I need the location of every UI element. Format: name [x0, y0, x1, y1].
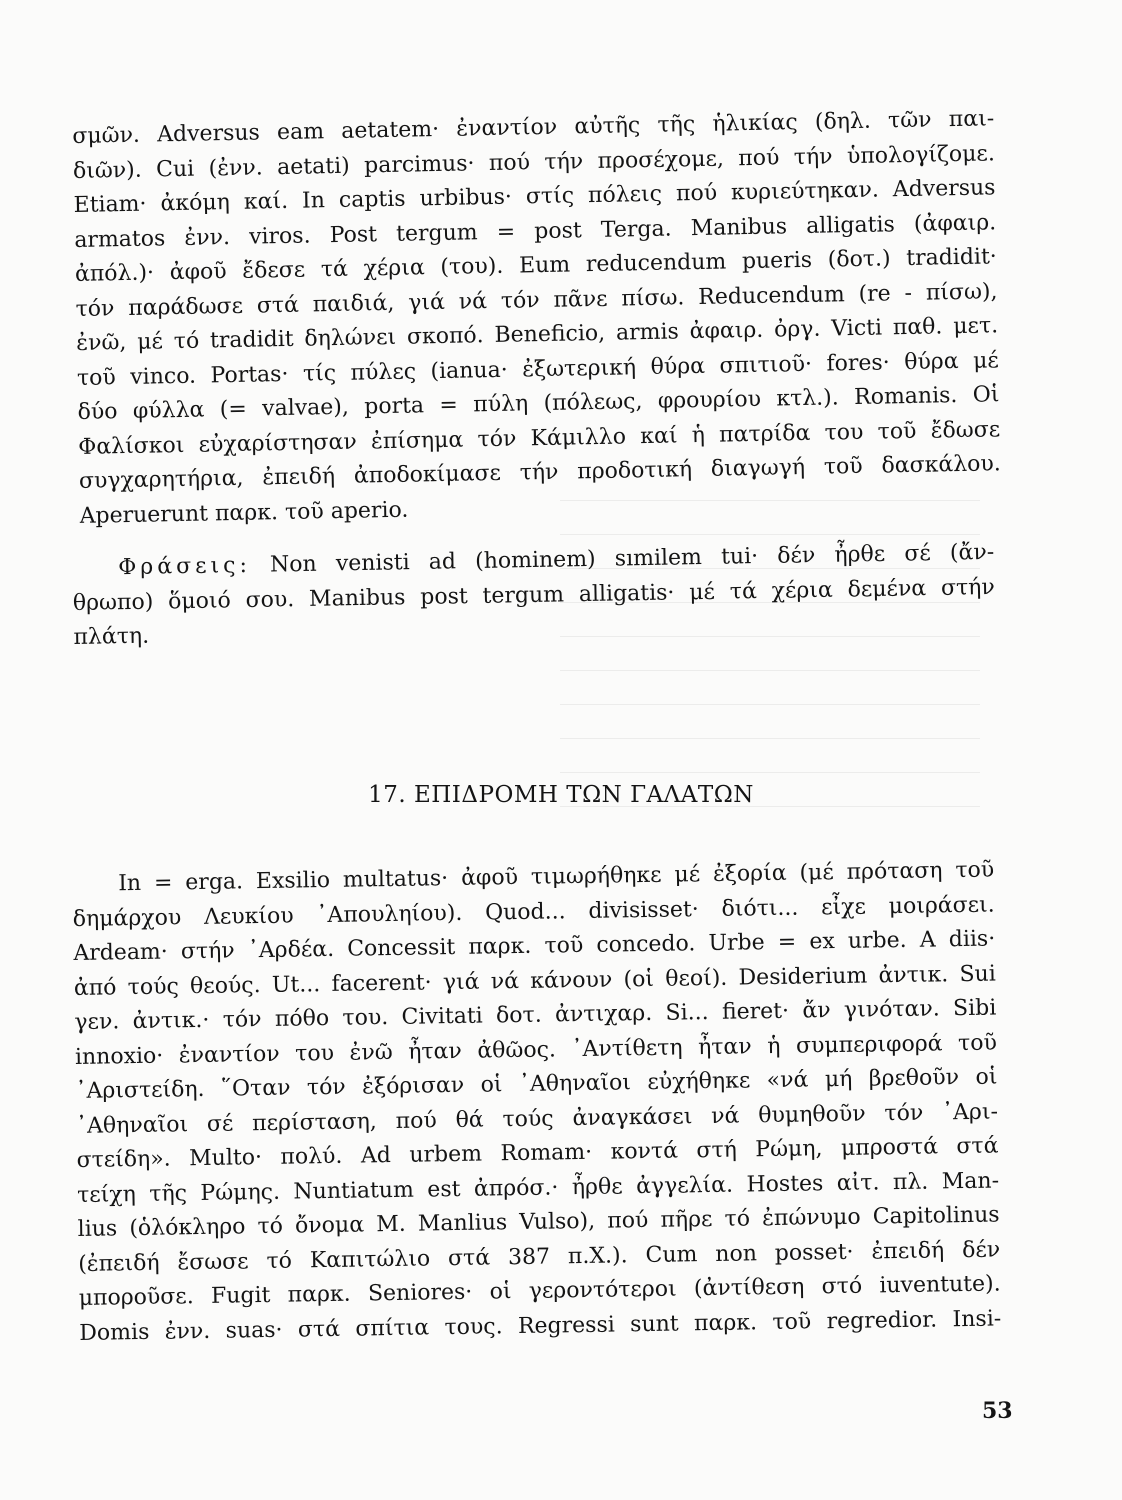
text-line: Domis ἐνν. suas· στά σπίτια τους. Regressi sunt παρκ. τοῦ regredior. Insi- — [79, 1305, 1002, 1346]
text-line: In = erga. Exsilio multatus· ἀφοῦ τιμωρήθηκε μέ ἐξορία (μέ πρόταση τοῦ — [118, 857, 995, 897]
text-line: μποροῦσε. Fugit παρκ. Seniores· οἱ γεροντότεροι (ἀντίθεση στό iuventute). — [78, 1271, 1001, 1311]
text-line: δημάρχου Λευκίου ᾽Απουληίου). Quod... divisisset· διότι... εἶχε μοιράσει. — [72, 892, 995, 932]
text-line: δύο φύλλα (= valvae), porta = πύλη (πόλεως, φρουρίου κτλ.). Romanis. Οἱ — [77, 382, 1000, 425]
text-line: ἀπόλ.)· ἀφοῦ ἔδεσε τά χέρια (του). Eum reducendum pueris (δοτ.) tradidit· — [74, 244, 998, 287]
text-line: armatos ἐνν. viros. Post tergum = post Terga. Manibus alligatis (ἀφαιρ. — [74, 209, 997, 253]
text-line: ἀπό τούς θεούς. Ut... facerent· γιά νά κάνουν (οἱ θεοί). Desiderium ἀντικ. Sui — [73, 961, 996, 1001]
text-line: ἐνῶ, μέ τό tradidit δηλώνει σκοπό. Beneficio, armis ἀφαιρ. ὀργ. Victi παθ. μετ. — [76, 313, 999, 356]
text-line: lius (ὁλόκληρο τό ὄνομα M. Manlius Vulso), πού πῆρε τό ἐπώνυμο Capitolinus — [77, 1202, 1000, 1242]
paragraph-commentary-17 — [72, 854, 1001, 1351]
text-line: Aperuerunt παρκ. τοῦ aperio. — [79, 497, 409, 529]
phrases-section — [72, 536, 996, 656]
text-line: διῶν). Cui (ἐνν. aetati) parcimus· πού τήν προσέχομε, πού τήν ὑπολογίζομε. — [72, 140, 996, 184]
text-line: σμῶν. Adversus eam aetatem· ἐναντίον αὐτῆς τῆς ἡλικίας (δηλ. τῶν παι- — [72, 106, 995, 149]
phrases-line-text: Non venisti ad (hominem) sımilem tui· δέν ἦρθε σέ (ἄν- — [269, 539, 995, 578]
text-line: innoxio· ἐναντίον του ἐνῶ ἦταν ἀθῶος. ᾽Αντίθετη ἦταν ἡ συμπεριφορά τοῦ — [74, 1029, 998, 1070]
text-line: Etiam· ἀκόμη καί. In captis urbibus· στίς πόλεις πού κυριεύτηκαν. Adversus — [73, 175, 996, 218]
text-line: Ardeam· στήν ᾽Αρδέα. Concessit παρκ. τοῦ concedo. Urbe = ex urbe. A diis· — [73, 926, 996, 966]
text-line: Φαλίσκοι εὐχαρίστησαν ἐπίσημα τόν Κάμιλλο καί ἡ πατρίδα του τοῦ ἔδωσε — [78, 416, 1001, 460]
text-line: γεν. ἀντικ.· τόν πόθο του. Civitati δοτ. ἀντιχαρ. Si... fieret· ἄν γινόταν. Sibi — [74, 995, 997, 1035]
section-heading: 17. ΕΠΙΔΡΟΜΗ ΤΩΝ ΓΑΛΑΤΩΝ — [368, 782, 754, 808]
text-line: τείχη τῆς Ρώμης. Nuntiatum est ἀπρόσ.· ἦρθε ἀγγελία. Hostes αἰτ. πλ. Man- — [76, 1167, 1000, 1208]
text-line: πλάτη. — [73, 623, 150, 650]
text-line: στείδη». Multo· πολύ. Ad urbem Romam· κοντά στή Ρώμη, μπροστά στά — [76, 1133, 999, 1173]
text-line: τόν παράδωσε στά παιδιά, γιά νά τόν πᾶνε πίσω. Reducendum (re - πίσω), — [75, 278, 998, 322]
text-line: ᾽Αριστείδη. ῞Οταν τόν ἐξόρισαν οἱ ᾽Αθηναῖοι εὐχήθηκε «νά μή βρεθοῦν οἱ — [75, 1064, 998, 1104]
text-line: συγχαρητήρια, ἐπειδή ἀποδοκίμασε τήν προδοτική διαγωγή τοῦ δασκάλου. — [78, 451, 1002, 494]
phrases-label: Φράσεις: — [118, 552, 252, 581]
text-line: τοῦ vinco. Portas· τίς πύλες (ianua· ἐξωτερική θύρα σπιτιοῦ· fores· θύρα μέ — [76, 347, 1000, 391]
paragraph-commentary-16 — [72, 102, 1002, 534]
text-line: ᾽Αθηναῖοι σέ περίσταση, πού θά τούς ἀναγκάσει νά θυμηθοῦν τόν ᾽Αρι- — [75, 1098, 999, 1139]
text-line: θρωπο) ὅμοιό σου. Manibus post tergum alligatis· μέ τά χέρια δεμένα στήν — [72, 574, 995, 616]
page-number: 53 — [982, 1398, 1013, 1424]
text-line: (ἐπειδή ἔσωσε τό Καπιτώλιο στά 387 π.Χ.). Cum non posset· ἐπειδή δέν — [78, 1236, 1001, 1277]
